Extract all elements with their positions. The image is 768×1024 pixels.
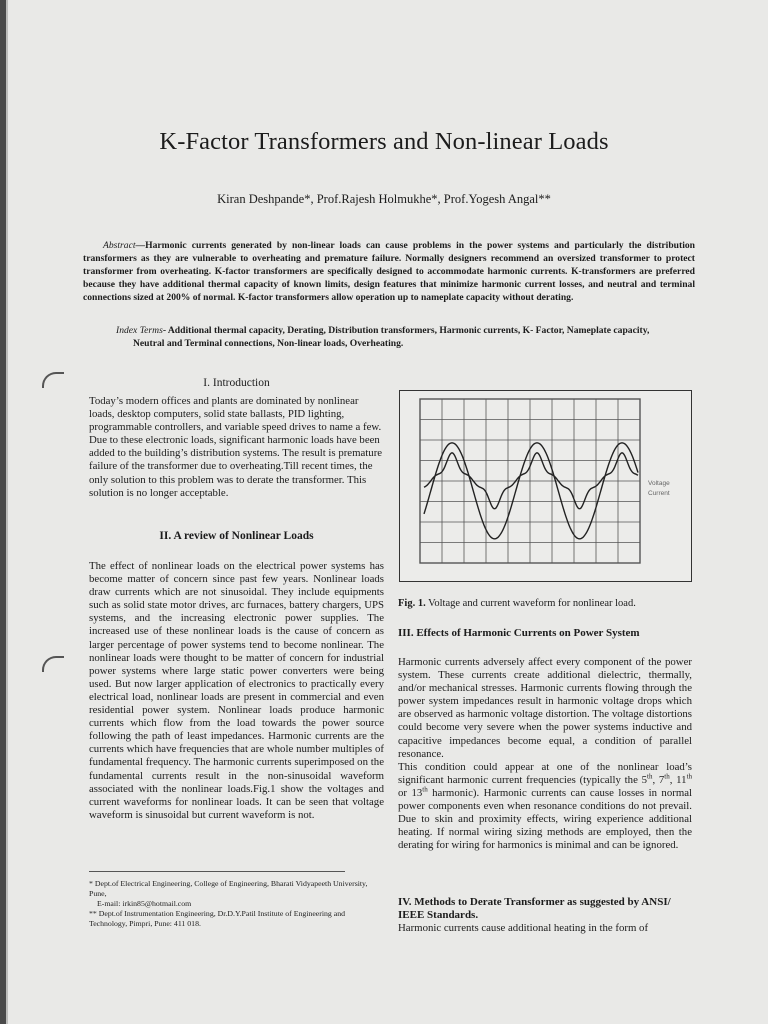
effects-text [398,656,692,852]
effects-paragraph-2 [398,761,692,853]
effects-text-part: This condition could appear at one of the nonlinear load’s significant harmonic current frequencies (typically the 5 [398,760,692,786]
abstract-text: —Harmonic currents generated by non-linear loads can cause problems in the power systems and particularly the distribution transformers as they are vulnerable to overheating and premature failure. Normally designers recommend an oversized transformer to protect transformer from overheating. K-factor transformers are specifically designed to accommodate harmonic currents. K-transformers are preferred because they have additional thermal capacity of known limits, design features that minimize harmonic current losses, and neutral and terminal connections sized at 200% of normal. K-factor transformers allow operation up to nameplate capacity without derating. [83,240,695,304]
superscript: th [664,772,670,781]
index-terms [83,324,695,350]
section-heading-effects: III. Effects of Harmonic Currents on Power System [398,627,640,639]
figure-caption-label: Fig. 1. [398,598,426,609]
methods-text: Harmonic currents cause additional heating in the form of [398,922,649,934]
superscript: th [422,785,428,794]
review-text: The effect of nonlinear loads on the electrical power systems has become matter of concern since past few years. Nonlinear loads draw currents which are not sinusoidal. They include equipments such as solid state motor drives, arc furnaces, battery chargers, UPS systems, and the increasing electronic power supplies. The increased use of these nonlinear loads is the cause of concern as larger percentage of power systems tend to become nonlinear. The nonlinear loads were thought to be matter of concern for industrial power systems where large static power converters were being used. But now larger application of electronics to practically every electrical load, nonlinear loads are present in commercial and even residential power system. Nonlinear loads produce harmonic currents which flow from the load towards the power source following the path of least impedances. Harmonic currents are the currents which have frequencies that are whole number multiples of fundamental frequency. The harmonic currents superimposed on the fundamental currents result in the non-sinusoidal waveform associated with the nonlinear loads.Fig.1 show the voltages and current waveforms for nonlinear loads. It can be seen that voltage waveform is sinusoidal but current waveform is not. [89,560,384,821]
footnote-2: ** Dept.of Instrumentation Engineering, Dr.D.Y.Patil Institute of Engineering and Technology, Pimpri, Pune: 411 018. [89,909,346,928]
footnote-divider [89,871,345,872]
section-heading-methods: IV. Methods to Derate Transformer as suggested by ANSI/ IEEE Standards. [398,896,671,921]
abstract [83,239,695,304]
figure-caption-text: Voltage and current waveform for nonlinear load. [425,598,636,609]
legend-current: Current [648,490,670,497]
effects-text-part: , 11 [669,773,687,786]
introduction-text: Today’s modern offices and plants are dominated by nonlinear loads, desktop computers, solid state ballasts, PID lighting, programmable controllers, and variable speed drives to name a few. Due to these electronic loads, significant harmonic loads have been added to the building’s distribution systems. The result is premature failure of the transformer due to overheating.Till recent times, the only solution to this problem was to derate the transformer. This solution is no longer acceptable. [89,395,383,499]
index-terms-line-2: Neutral and Terminal connections, Non-linear loads, Overheating. [133,338,404,350]
section-heading-review: II. A review of Nonlinear Loads [159,530,314,542]
paper-authors: Kiran Deshpande*, Prof.Rajesh Holmukhe*, Prof.Yogesh Angal** [217,192,551,206]
abstract-label: Abstract [103,240,136,251]
paper-title: K-Factor Transformers and Non-linear Loads [159,128,609,155]
punch-hole-mark [42,656,64,672]
punch-hole-mark [42,372,64,388]
footnote-1: * Dept.of Electrical Engineering, College of Engineering, Bharati Vidyapeeth University, Pune, [89,879,368,898]
index-terms-line-1: - Additional thermal capacity, Derating, Distribution transformers, Harmonic currents, K- Factor, Nameplate capacity, [162,325,650,336]
legend-voltage: Voltage [648,480,670,487]
effects-text-part: or 13 [398,786,423,799]
index-terms-label: Index Terms [116,325,163,336]
effects-text-part: harmonic). Harmonic currents can cause losses in normal power components even when resonance conditions do not prevail. Due to skin and proximity effects, wiring experience additional heating. If normal wiring sizing methods are employed, then the derating for wiring for harmonics is minimal and can be ignored. [398,786,693,852]
figure-1 [399,390,692,582]
waveform-plot [400,391,691,581]
footnote-email: E-mail: irkin85@hotmail.com [97,899,192,908]
section-heading-introduction: I. Introduction [203,377,270,389]
effects-text-part: , 7 [652,773,665,786]
footnotes [89,879,384,929]
superscript: th [647,772,653,781]
oscilloscope-grid [420,399,640,563]
effects-paragraph-1: Harmonic currents adversely affect every component of the power system. These currents create additional dielectric, thermally, and/or mechanical stresses. Harmonic currents flowing through the power system impedances result in harmonic voltage drops which are observed as harmonic voltage distortion. The voltage distortions could become very severe when the power systems inductive and capacitive impedances become equal, a condition of parallel resonance. [398,656,692,760]
figure-caption [398,598,636,609]
superscript: th [686,772,693,781]
